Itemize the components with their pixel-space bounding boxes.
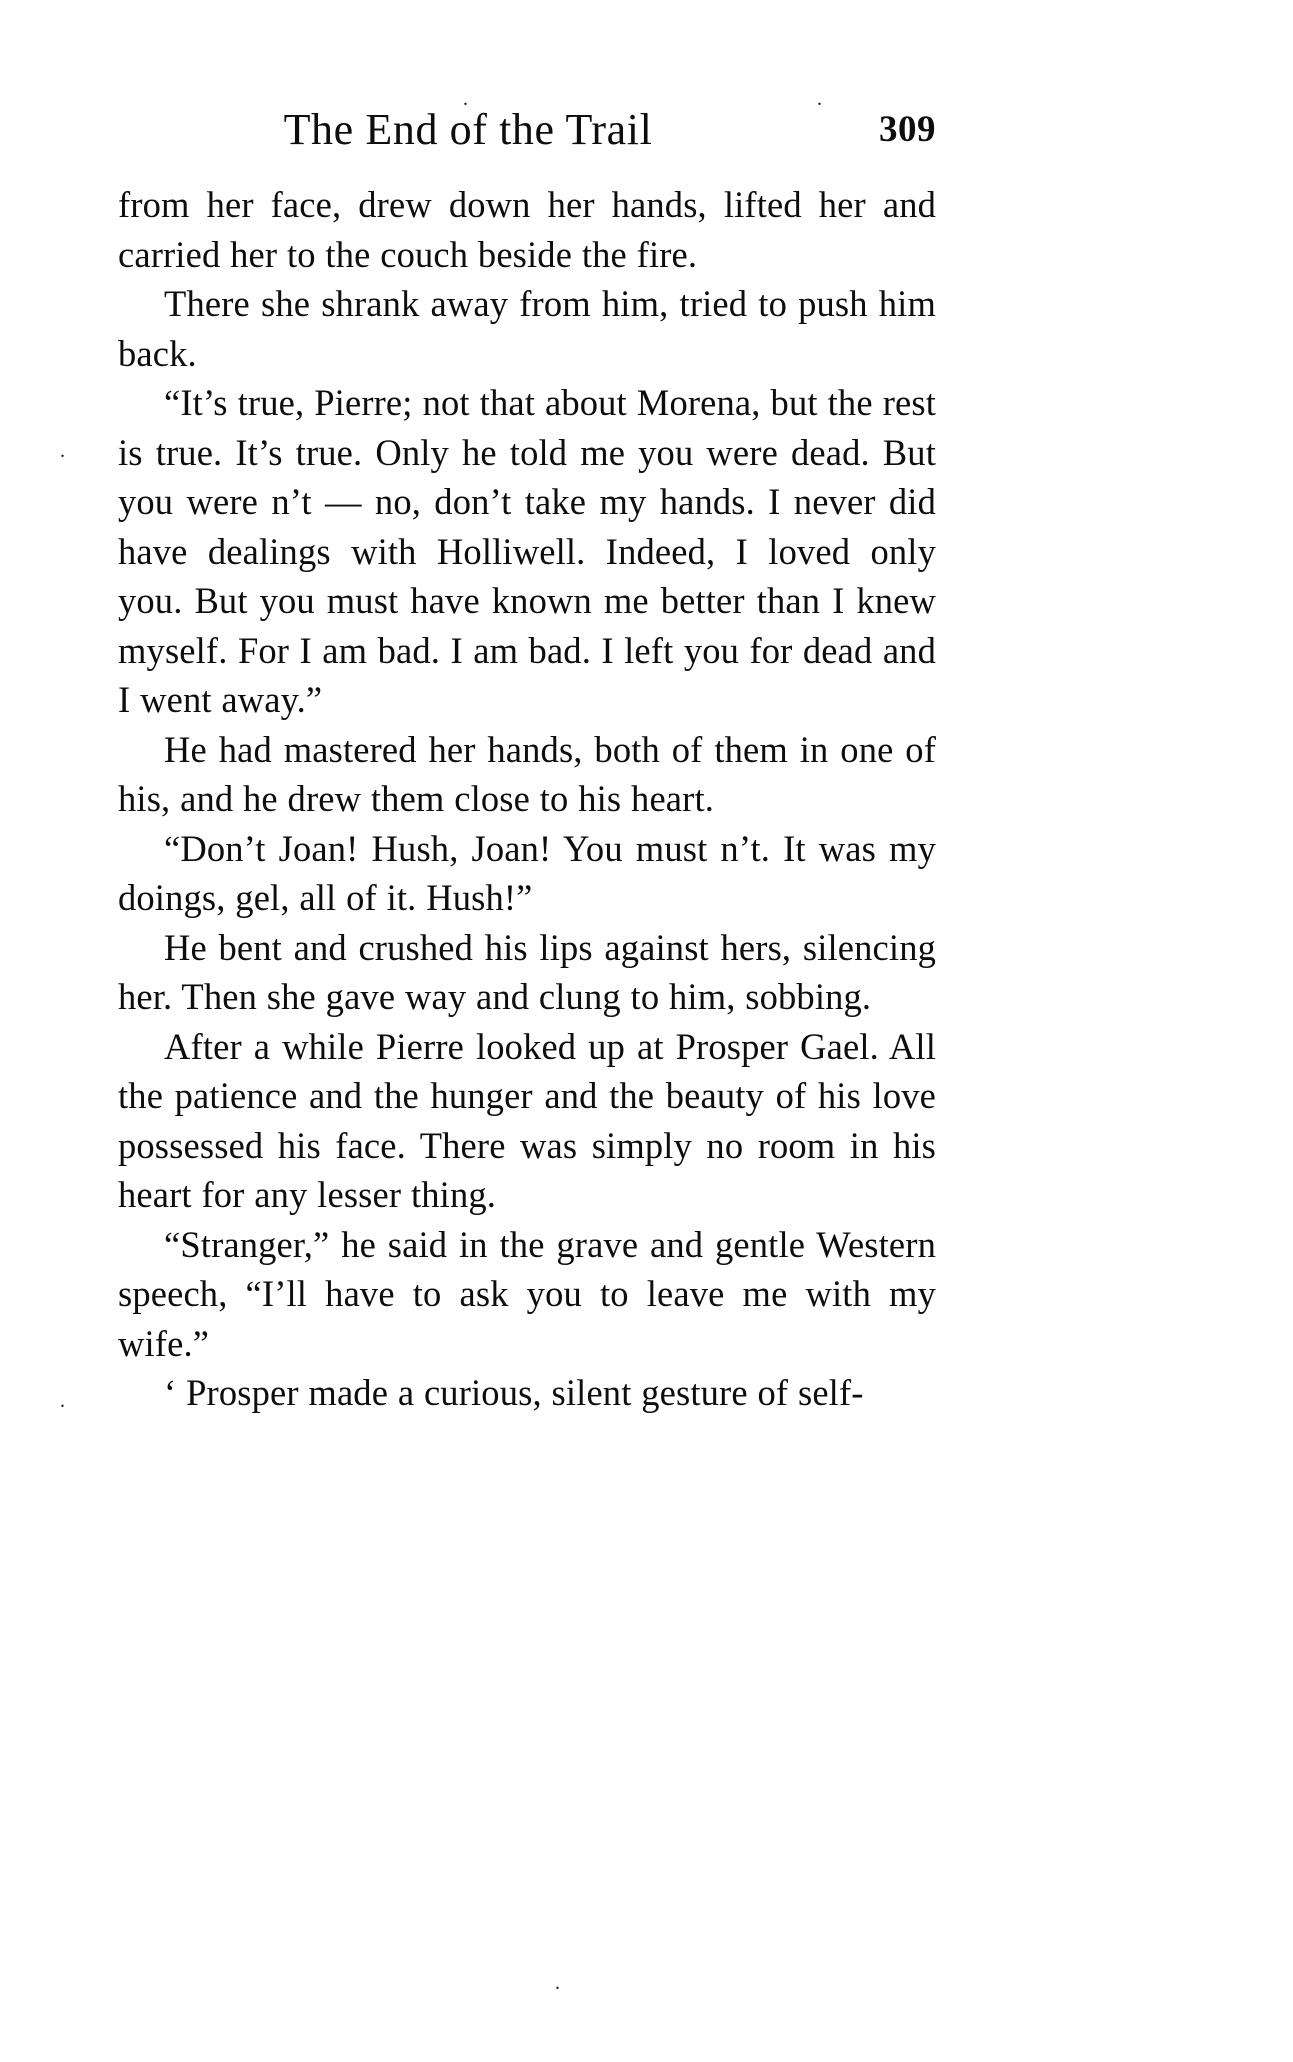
paragraph: There she shrank away from him, tried to push him back.	[118, 283, 936, 374]
page-number: 309	[879, 109, 936, 150]
paragraph: He had mastered her hands, both of them in one of his, and he drew them close to his heart.	[118, 728, 936, 819]
running-head	[118, 104, 936, 166]
page-speck-icon: .	[463, 88, 468, 110]
paragraph: “It’s true, Pierre; not that about Morena, but the rest is true. It’s true. Only he told me you were dead. But you were n’t — no, don’t take my hands. I never did have dealings with Holliwell. Indeed, I loved only you. But you must have known me better than I knew myself. For I am bad. I am bad. I left you for dead and I went away.”	[118, 382, 936, 720]
paragraph: “Stranger,” he said in the grave and gentle Western speech, “I’ll have to ask you to leave me with my wife.”	[118, 1223, 936, 1364]
paragraph: He bent and crushed his lips against hers, silencing her. Then she gave way and clung to him, sobbing.	[118, 926, 936, 1017]
chapter-title: The End of the Trail	[283, 105, 653, 154]
page-speck-icon: .	[555, 1972, 560, 1994]
paragraph: “Don’t Joan! Hush, Joan! You must n’t. It was my doings, gel, all of it. Hush!”	[118, 827, 936, 918]
paragraph: ‘ Prosper made a curious, silent gesture of self-	[164, 1372, 864, 1413]
page-speck-icon: .	[60, 1390, 65, 1412]
paragraph: After a while Pierre looked up at Prosper Gael. All the patience and the hunger and the beauty of his love possessed his face. There was simply no room in his heart for any lesser thing.	[118, 1025, 936, 1215]
page-speck-icon: .	[817, 88, 822, 110]
page-content	[118, 104, 936, 1418]
paragraph: from her face, drew down her hands, lifted her and carried her to the couch beside the fire.	[118, 184, 936, 275]
page-speck-icon: .	[60, 440, 65, 462]
body-text	[118, 180, 936, 1418]
